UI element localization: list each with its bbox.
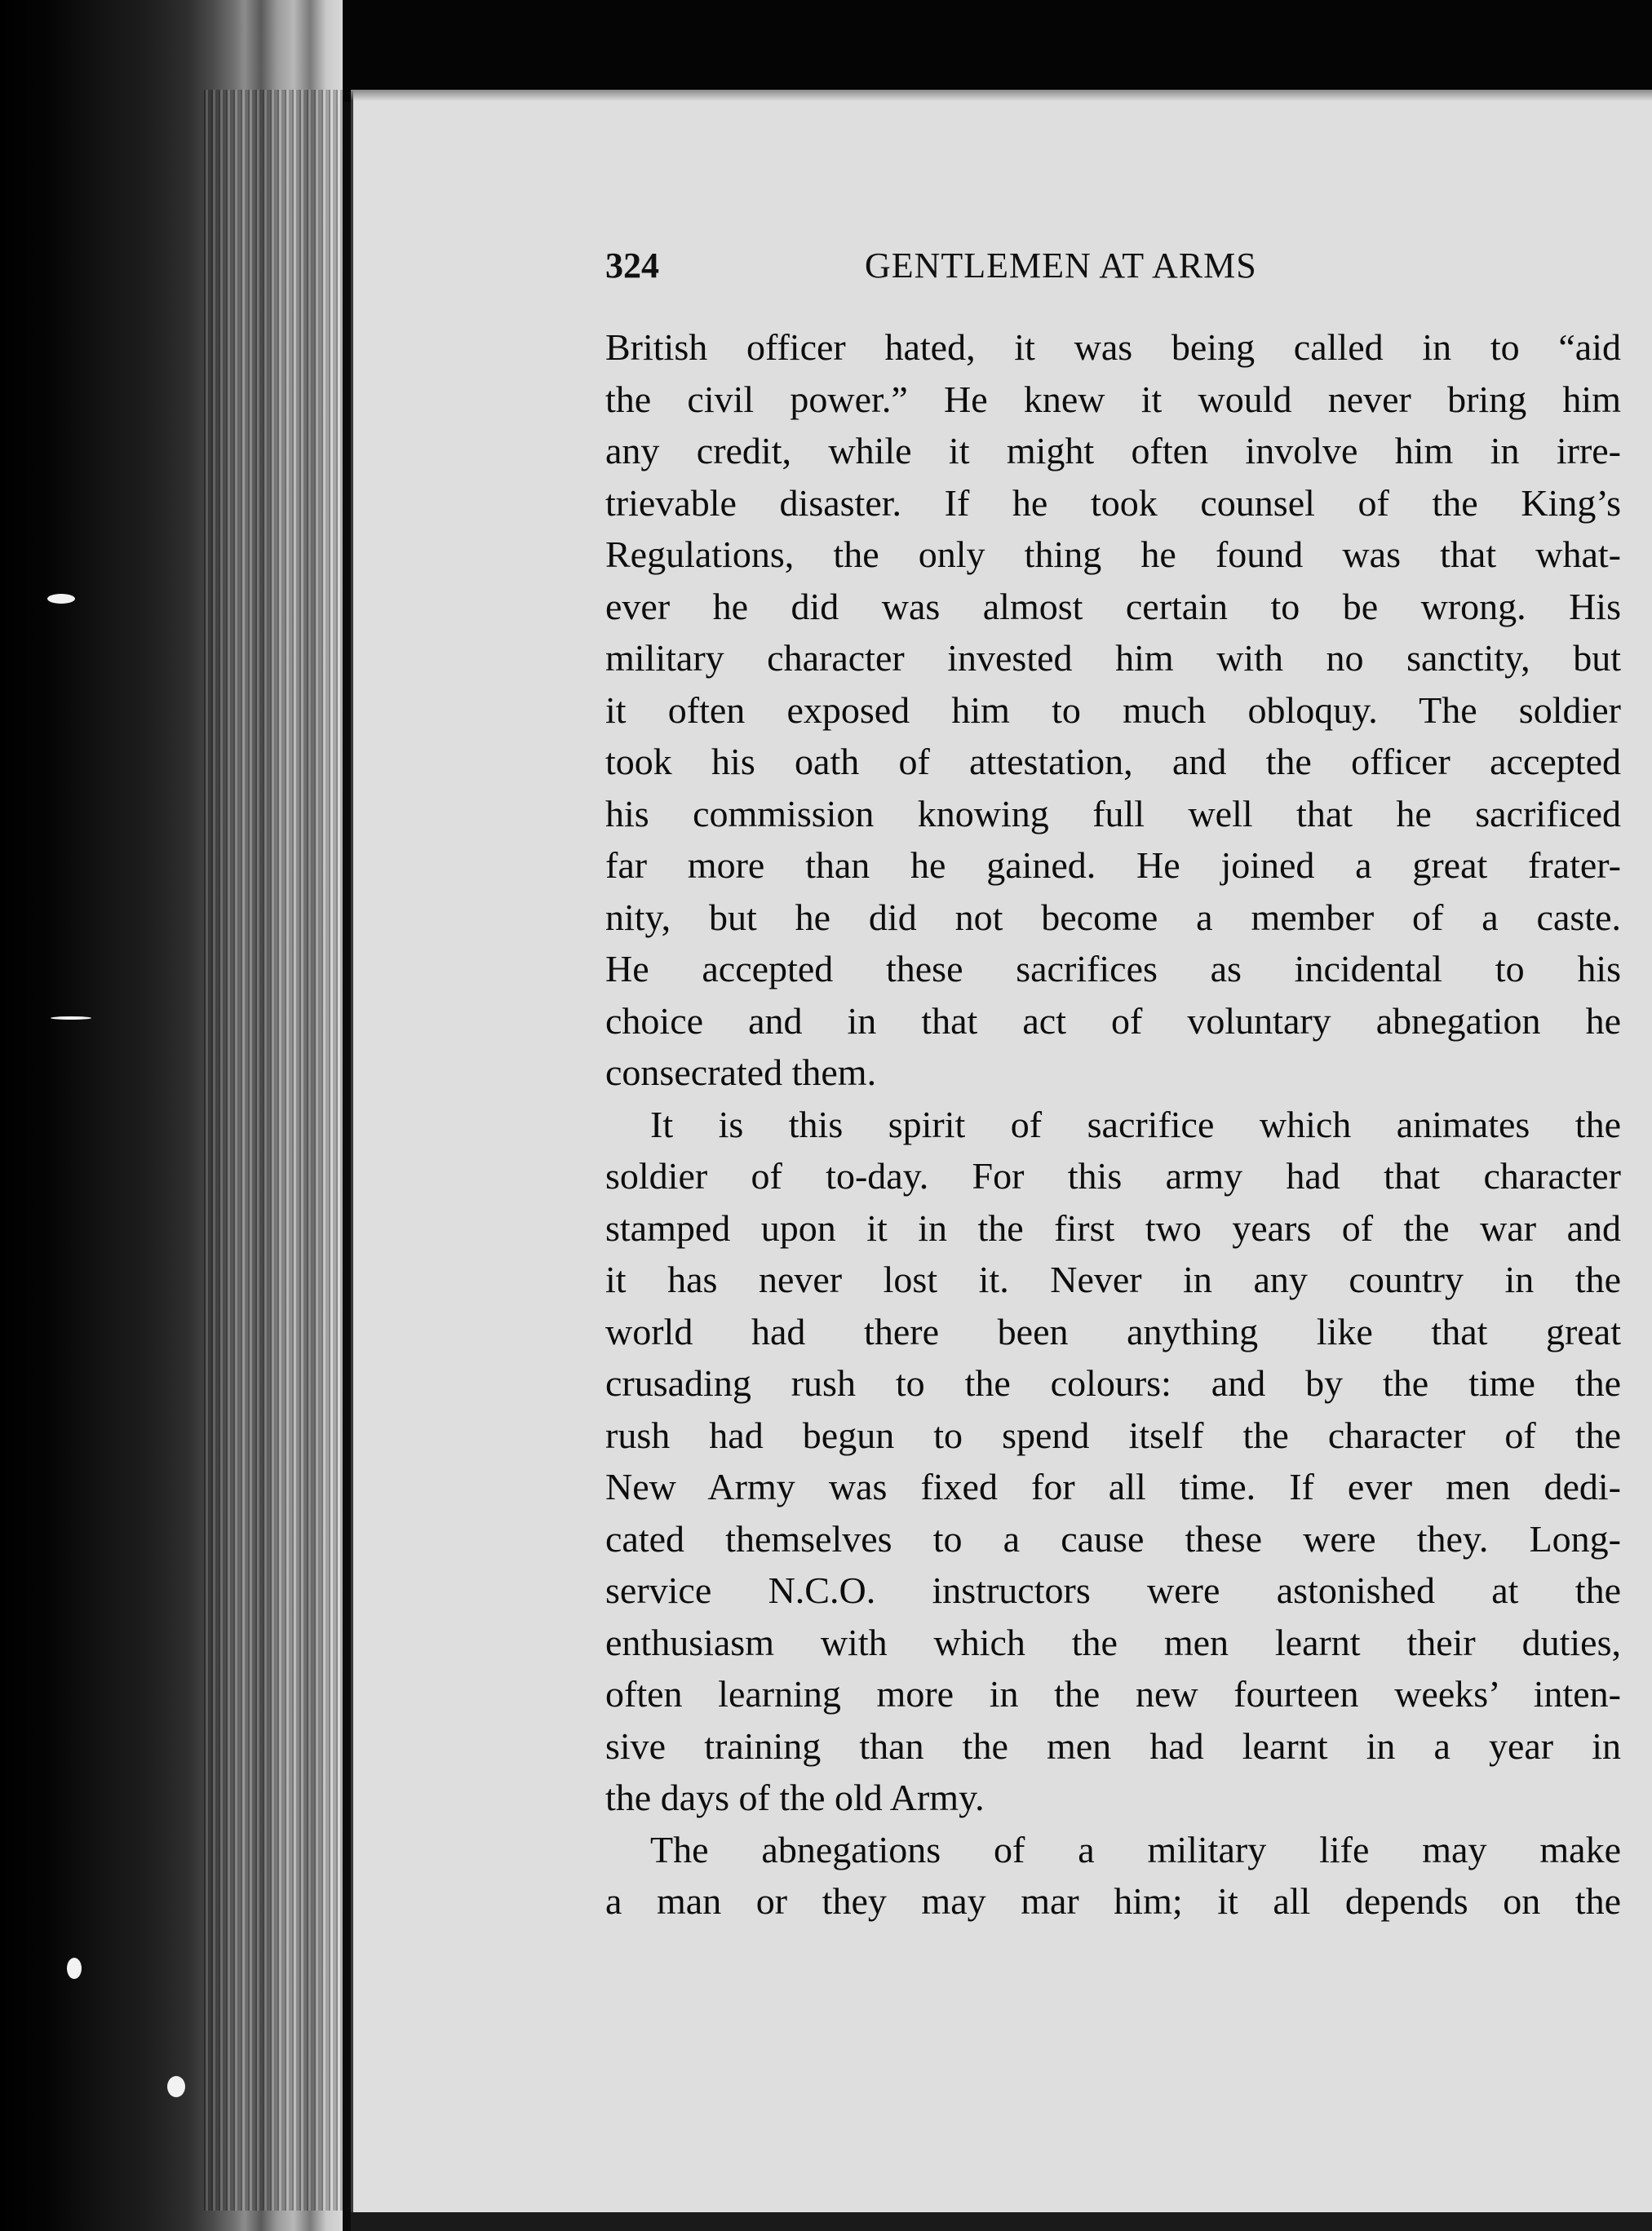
text-line: enthusiasm with which the men learnt their duties, [605,1621,1621,1663]
scan-speck [167,2076,185,2097]
text-line: took his oath of attestation, and the officer accepted [605,741,1621,782]
running-head [605,241,1621,290]
text-line: the civil power.” He knew it would never bring him [605,378,1621,420]
text-line: it has never lost it. Never in any country in the [605,1259,1621,1300]
text-line: often learning more in the new fourteen weeks’ inten- [605,1673,1621,1715]
text-line: far more than he gained. He joined a great frater- [605,844,1621,886]
text-line: trievable disaster. If he took counsel of the King’s [605,481,1621,524]
text-line: the days of the old Army. [605,1777,985,1818]
text-line: his commission knowing full well that he sacrificed [605,792,1621,834]
page-number: 324 [605,246,659,286]
text-line: ever he did was almost certain to be wrong. His [605,585,1621,627]
text-line: crusading rush to the colours: and by the time the [605,1362,1621,1404]
text-line: military character invested him with no sanctity, but [605,637,1621,679]
text-line: British officer hated, it was being called in to “aid [605,326,1621,368]
text-line: rush had begun to spend itself the character of the [605,1414,1621,1456]
text-line: nity, but he did not become a member of a caste. [605,896,1621,938]
text-line: service N.C.O. instructors were astonished at the [605,1569,1621,1611]
page-edge-striations [204,90,343,2211]
running-title: GENTLEMEN AT ARMS [865,246,1257,286]
scan-bottom-border [351,2212,1652,2231]
text-line: consecrated them. [605,1051,877,1093]
text-line: He accepted these sacrifices as incidental to his [605,948,1621,989]
text-line: New Army was fixed for all time. If ever men dedi- [605,1466,1621,1507]
text-line: Regulations, the only thing he found was that what- [605,533,1621,575]
text-line: sive training than the men had learnt in a year in [605,1724,1621,1767]
body-text [605,321,1621,1928]
page-top-shadow [351,90,1652,101]
text-line: soldier of to-day. For this army had that character [605,1155,1621,1197]
scan-speck [47,594,75,604]
scan-speck [51,1016,91,1020]
text-line: cated themselves to a cause these were they. Long- [605,1517,1621,1560]
text-line: The abnegations of a military life may make [650,1828,1621,1870]
text-line: any credit, while it might often involve him in irre- [605,430,1621,471]
scan-speck [67,1958,82,1979]
book-page-edges [0,0,343,2231]
text-line: choice and in that act of voluntary abnegation he [605,999,1621,1042]
text-line: stamped upon it in the first two years of the war and [605,1206,1621,1249]
text-line: world had there been anything like that great [605,1310,1621,1352]
text-line: It is this spirit of sacrifice which animates the [650,1103,1621,1145]
text-line: a man or they may mar him; it all depends on the [605,1880,1621,1922]
text-line: it often exposed him to much obloquy. The soldier [605,688,1621,731]
